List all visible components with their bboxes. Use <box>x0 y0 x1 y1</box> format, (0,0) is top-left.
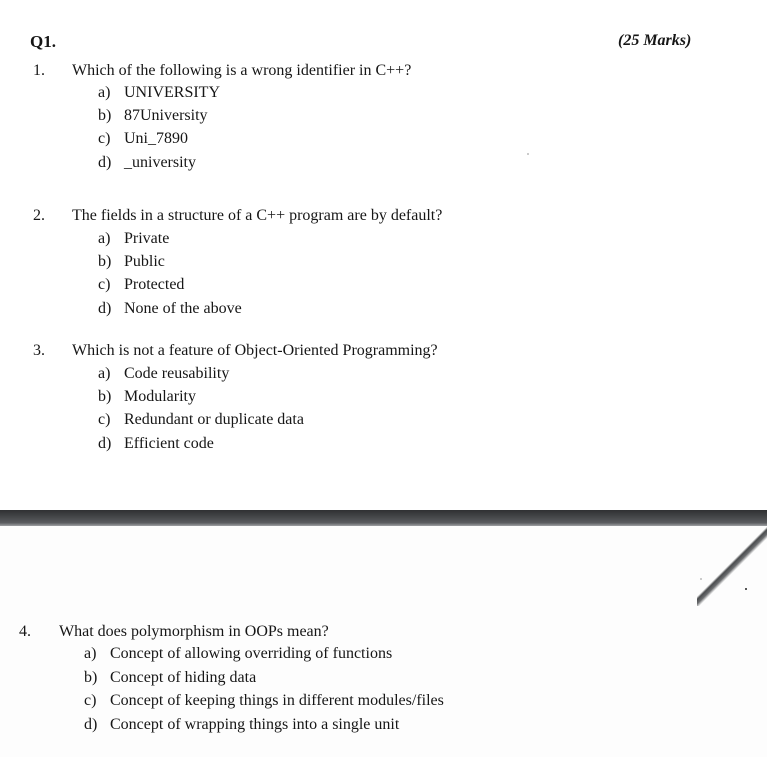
page-break-shadow <box>0 510 767 526</box>
option-letter: b) <box>84 669 98 686</box>
question-text: The fields in a structure of a C++ program are by default? <box>72 207 443 224</box>
option-c <box>98 130 188 148</box>
option-a <box>98 84 220 102</box>
option-a <box>84 645 392 663</box>
question-text: Which is not a feature of Object-Oriented Programming? <box>72 342 438 359</box>
option-a <box>98 365 229 383</box>
scan-speck <box>527 153 529 155</box>
question-number: 4. <box>19 623 31 640</box>
option-text: Concept of hiding data <box>110 669 257 686</box>
option-text: Concept of keeping things in different modules/files <box>110 692 444 709</box>
option-letter: d) <box>98 435 112 452</box>
option-letter: a) <box>98 230 111 247</box>
option-text: Modularity <box>124 388 196 405</box>
option-text: Concept of allowing overriding of functions <box>110 645 393 662</box>
option-b <box>98 388 196 406</box>
option-letter: b) <box>98 107 112 124</box>
option-text: Uni_7890 <box>124 130 188 147</box>
option-d <box>84 716 399 734</box>
option-letter: a) <box>84 645 97 662</box>
question-number: 1. <box>33 62 45 79</box>
option-d <box>98 300 242 318</box>
option-letter: c) <box>98 276 111 293</box>
option-text: 87University <box>124 107 208 124</box>
option-letter: c) <box>84 692 97 709</box>
option-b <box>98 107 208 125</box>
option-d <box>98 154 196 172</box>
option-text: _university <box>124 154 196 171</box>
question-text: Which of the following is a wrong identifier in C++? <box>72 62 412 79</box>
option-text: Private <box>124 230 170 247</box>
option-c <box>98 411 304 429</box>
option-letter: a) <box>98 84 111 101</box>
option-letter: c) <box>98 130 111 147</box>
option-letter: d) <box>98 154 112 171</box>
option-a <box>98 230 169 248</box>
option-letter: a) <box>98 365 111 382</box>
option-letter: d) <box>84 716 98 733</box>
marks-label: (25 Marks) <box>618 32 692 49</box>
option-text: Redundant or duplicate data <box>124 411 304 428</box>
question-text: What does polymorphism in OOPs mean? <box>59 623 329 640</box>
option-d <box>98 435 214 453</box>
scan-speck <box>745 588 747 590</box>
option-letter: b) <box>98 388 112 405</box>
scan-speck <box>700 578 702 580</box>
option-b <box>98 253 165 271</box>
option-text: UNIVERSITY <box>124 84 220 101</box>
option-c <box>98 276 184 294</box>
option-letter: b) <box>98 253 112 270</box>
option-text: Efficient code <box>124 435 214 452</box>
option-text: None of the above <box>124 300 242 317</box>
question-number: 3. <box>33 342 45 359</box>
page-corner-fold <box>697 526 767 606</box>
question-heading: Q1. <box>30 32 56 51</box>
option-c <box>84 692 444 710</box>
option-text: Public <box>124 253 165 270</box>
option-text: Protected <box>124 276 185 293</box>
option-letter: d) <box>98 300 112 317</box>
option-text: Concept of wrapping things into a single unit <box>110 716 400 733</box>
option-b <box>84 669 256 687</box>
question-number: 2. <box>33 207 45 224</box>
option-letter: c) <box>98 411 111 428</box>
option-text: Code reusability <box>124 365 230 382</box>
